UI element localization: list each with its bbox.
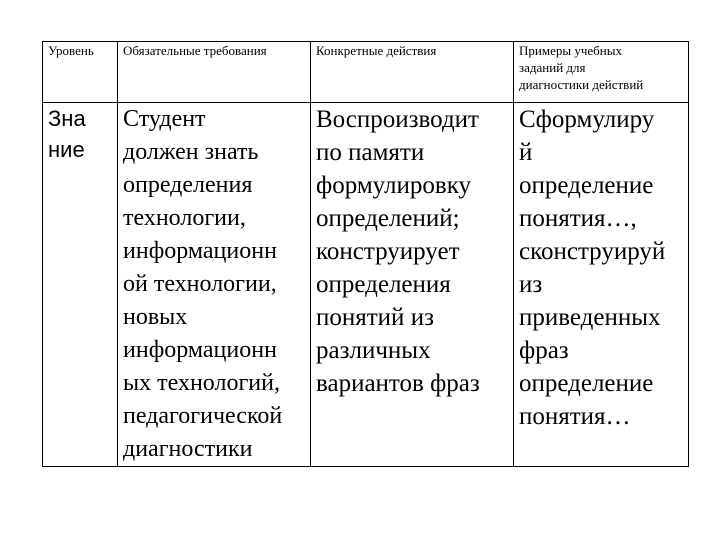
- header-examples: Примеры учебных заданий для диагностики действий: [514, 42, 689, 103]
- header-actions: Конкретные действия: [311, 42, 514, 103]
- requirements-table: [42, 41, 689, 467]
- cell-requirements: Студент должен знать определения технологии, информационн ой технологии, новых информационн ых технологий, педагогической диагностики: [118, 103, 311, 467]
- cell-level: Зна ние: [43, 103, 118, 467]
- cell-examples: Сформулиру й определение понятия…, сконструируй из приведенных фраз определение понятия…: [514, 103, 689, 467]
- cell-actions: Воспроизводит по памяти формулировку определений; конструирует определения понятий из различных вариантов фраз: [311, 103, 514, 467]
- header-level: Уровень: [43, 42, 118, 103]
- header-requirements: Обязательные требования: [118, 42, 311, 103]
- table-header-row: [43, 42, 689, 103]
- table-row: [43, 103, 689, 467]
